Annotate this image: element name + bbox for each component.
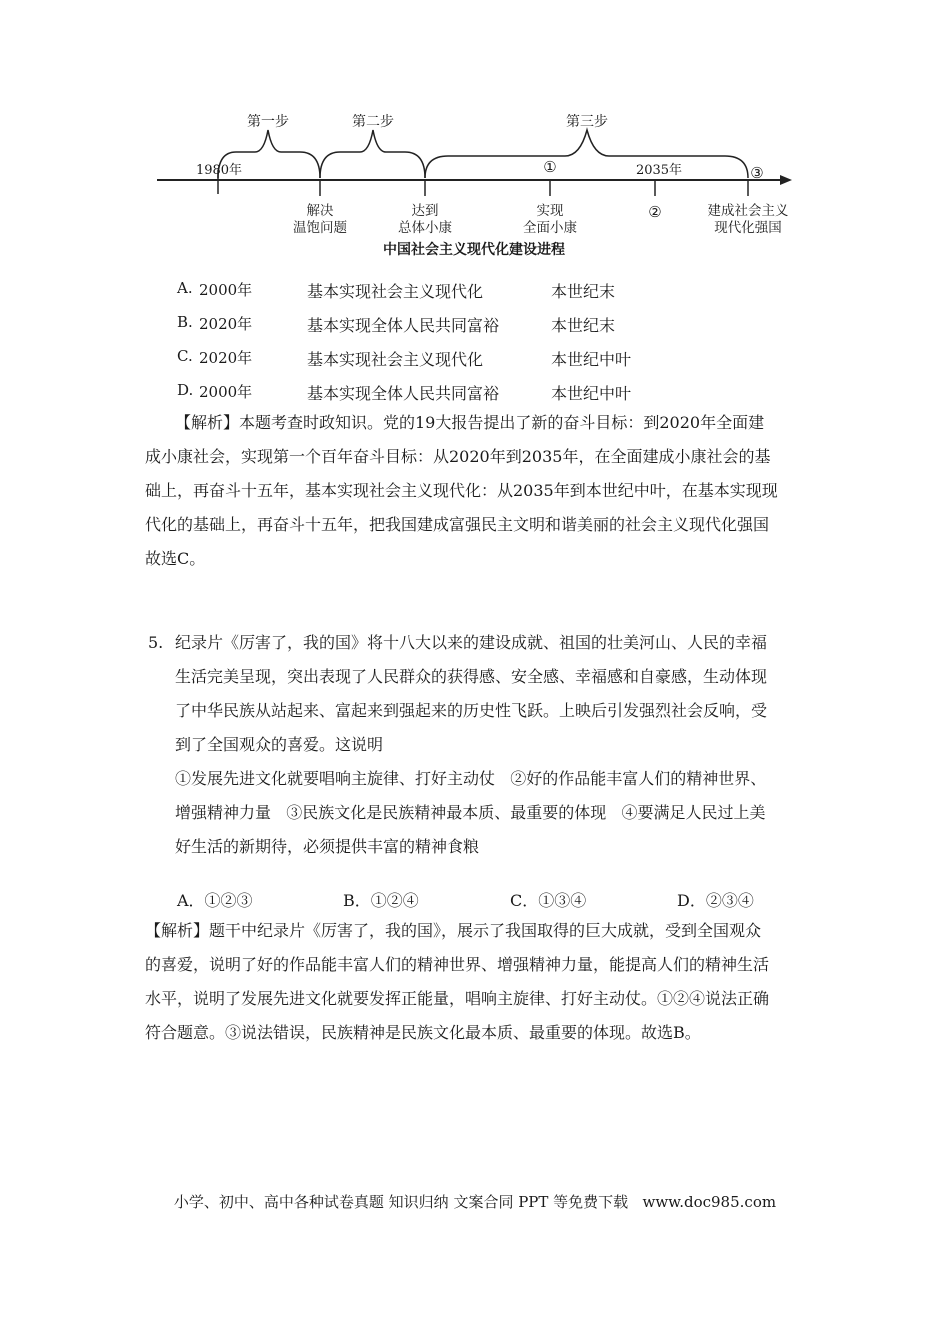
q5-option-c: C．①③④ bbox=[510, 891, 587, 910]
timeline-arrow bbox=[780, 175, 792, 185]
analysis-line: 【解析】题干中纪录片《厉害了，我的国》，展示了我国取得的巨大成就，受到全国观众 bbox=[145, 921, 762, 940]
stem-line: 到了全国观众的喜爱。这说明 bbox=[175, 735, 384, 754]
option-letter: D. bbox=[177, 381, 194, 399]
option-letter: A. bbox=[177, 279, 193, 297]
mark-1: ① bbox=[543, 158, 557, 176]
q5-option-d: D．②③④ bbox=[677, 891, 754, 910]
option-time: 本世纪中叶 bbox=[551, 350, 632, 369]
brace-step-3 bbox=[425, 130, 748, 178]
analysis-line: 水平，说明了发展先进文化就要发挥正能量，唱响主旋律、打好主动仗。①②④说法正确 bbox=[145, 989, 770, 1008]
analysis-line: 代化的基础上，再奋斗十五年，把我国建成富强民主文明和谐美丽的社会主义现代化强国 bbox=[145, 515, 770, 534]
below-label-qiangguo-1: 建成社会主义 bbox=[707, 203, 789, 219]
option-letter: C. bbox=[177, 347, 193, 365]
q5-option-a: A．①②③ bbox=[177, 891, 253, 910]
analysis-line: 符合题意。③说法错误，民族精神是民族文化最本质、最重要的体现。故选B。 bbox=[145, 1023, 701, 1042]
option-year: 2020年 bbox=[199, 349, 253, 367]
option-time: 本世纪末 bbox=[551, 282, 616, 301]
below-label-mark-2: ② bbox=[648, 203, 662, 221]
q5-number: 5. bbox=[148, 633, 164, 652]
option-letter: B. bbox=[177, 313, 193, 331]
year-1980-label: 1980年 bbox=[195, 163, 243, 178]
year-2035-label: 2035年 bbox=[635, 163, 683, 178]
step-3-label: 第三步 bbox=[566, 114, 608, 130]
q5-stem bbox=[175, 626, 815, 864]
below-label-xiaokang-1: 达到 bbox=[411, 203, 439, 219]
below-label-xiaokang-2: 总体小康 bbox=[398, 220, 452, 236]
statement-line: 增强精神力量 ③民族文化是民族精神最本质、最重要的体现 ④要满足人民过上美 bbox=[175, 803, 766, 822]
statement-line: 好生活的新期待，必须提供丰富的精神食粮 bbox=[175, 837, 480, 856]
option-time: 本世纪中叶 bbox=[551, 384, 632, 403]
below-label-quanmian-2: 全面小康 bbox=[523, 220, 577, 236]
option-year: 2000年 bbox=[199, 281, 253, 299]
page-footer: 小学、初中、高中各种试卷真题 知识归纳 文案合同 PPT 等免费下载 www.doc985.com bbox=[173, 1193, 777, 1211]
option-year: 2000年 bbox=[199, 383, 253, 401]
option-goal: 基本实现社会主义现代化 bbox=[307, 350, 484, 369]
timeline-caption: 中国社会主义现代化建设进程 bbox=[383, 242, 565, 258]
analysis-line: 础上，再奋斗十五年，基本实现社会主义现代化：从2035年到本世纪中叶，在基本实现现 bbox=[145, 481, 778, 500]
brace-step-2 bbox=[320, 130, 425, 178]
q5-option-b: B．①②④ bbox=[343, 891, 419, 910]
stem-line: 生活完美呈现，突出表现了人民群众的获得感、安全感、幸福感和自豪感，生动体现 bbox=[175, 667, 768, 686]
stem-line: 了中华民族从站起来、富起来到强起来的历史性飞跃。上映后引发强烈社会反响，受 bbox=[175, 701, 768, 720]
option-year: 2020年 bbox=[199, 315, 253, 333]
option-goal: 基本实现全体人民共同富裕 bbox=[307, 316, 500, 335]
q5-analysis bbox=[145, 914, 815, 1050]
option-goal: 基本实现社会主义现代化 bbox=[307, 282, 484, 301]
option-time: 本世纪末 bbox=[551, 316, 616, 335]
timeline-diagram bbox=[0, 0, 950, 270]
below-label-quanmian-1: 实现 bbox=[536, 203, 564, 219]
analysis-line: 【解析】本题考查时政知识。党的19大报告提出了新的奋斗目标：到2020年全面建 bbox=[175, 413, 765, 432]
below-label-qiangguo-2: 现代化强国 bbox=[714, 220, 782, 236]
step-2-label: 第二步 bbox=[352, 114, 394, 130]
analysis-line: 故选C。 bbox=[145, 549, 206, 568]
stem-line: 纪录片《厉害了，我的国》将十八大以来的建设成就、祖国的壮美河山、人民的幸福 bbox=[175, 633, 768, 652]
q4-analysis bbox=[145, 406, 810, 576]
analysis-line: 成小康社会，实现第一个百年奋斗目标：从2020年到2035年，在全面建成小康社会的基 bbox=[145, 447, 771, 466]
step-1-label: 第一步 bbox=[247, 114, 289, 130]
mark-3: ③ bbox=[750, 164, 764, 182]
option-goal: 基本实现全体人民共同富裕 bbox=[307, 384, 500, 403]
below-label-wenbao-2: 温饱问题 bbox=[293, 220, 347, 236]
below-label-wenbao-1: 解决 bbox=[306, 203, 334, 219]
statement-line: ①发展先进文化就要唱响主旋律、打好主动仗 ②好的作品能丰富人们的精神世界、 bbox=[175, 769, 767, 788]
analysis-line: 的喜爱，说明了好的作品能丰富人们的精神世界、增强精神力量，能提高人们的精神生活 bbox=[145, 955, 770, 974]
